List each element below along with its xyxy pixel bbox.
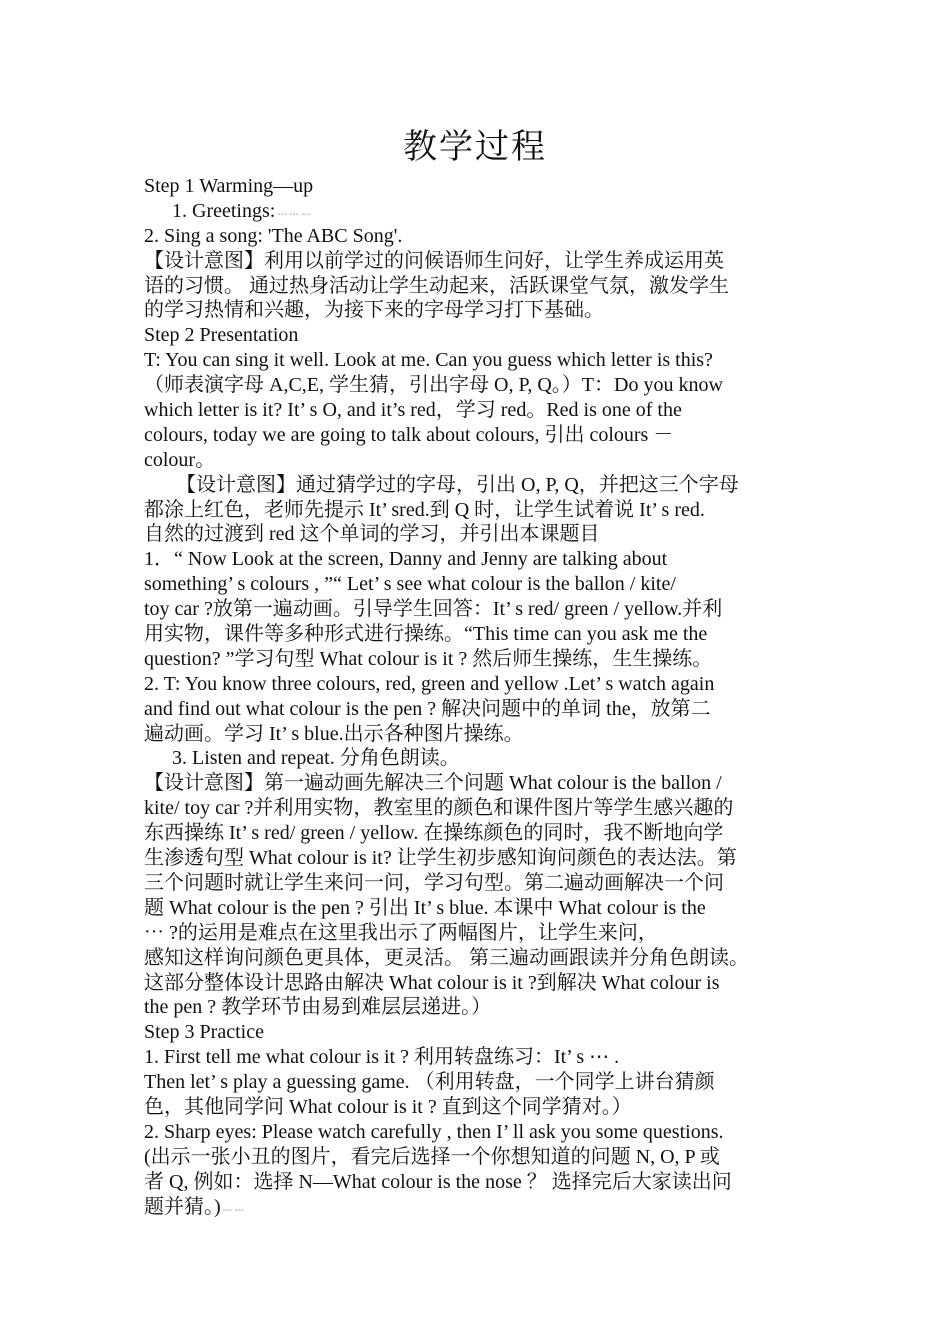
paragraph-line: the pen ? 教学环节由易到难层层递进。） (144, 996, 492, 1019)
faint-mark: ▪▪▪ ▪▪▪ (222, 1204, 245, 1215)
faint-mark: ▪▪▪ ▪▪▪ ▪▪▪ (277, 208, 311, 219)
paragraph-line: which letter is it? It’ s O, and it’s red，学习 red。Red is one of the (144, 399, 682, 422)
list-item: 2. Sharp eyes: Please watch carefully , then I’ ll ask you some questions. (144, 1120, 724, 1143)
list-item: 1. Greetings: ▪▪▪ ▪▪▪ ▪▪▪ (172, 199, 311, 222)
paragraph-line: （师表演字母 A,C,E, 学生猜，引出字母 O, P, Q。）T：Do you know (144, 374, 723, 397)
paragraph-line: 生渗透句型 What colour is it? 让学生初步感知询问颜色的表达法。第 (144, 847, 737, 870)
paragraph-line: ⋯ ?的运用是难点在这里我出示了两幅图片，让学生来问， (144, 921, 658, 944)
paragraph-line: (出示一张小丑的图片，看完后选择一个你想知道的问题 N, O, P 或 (144, 1145, 720, 1168)
list-item: 2. Sing a song: 'The ABC Song'. (144, 224, 403, 247)
paragraph-line: 都涂上红色，老师先提示 It’ sred.到 Q 时，让学生试着说 It’ s red. (144, 498, 705, 521)
paragraph-line: 自然的过渡到 red 这个单词的学习，并引出本课题目 (144, 523, 600, 546)
paragraph-line: 东西操练 It’ s red/ green / yellow. 在操练颜色的同时，我不断地向学 (144, 822, 724, 845)
paragraph-line: 感知这样询问颜色更具体，更灵活。 第三遍动画跟读并分角色朗读。 (144, 946, 749, 969)
paragraph-line: kite/ toy car ?并利用实物，教室里的颜色和课件图片等学生感兴趣的 (144, 797, 734, 820)
paragraph-line: 这部分整体设计思路由解决 What colour is it ?到解决 What colour is (144, 971, 720, 994)
paragraph-line: 遍动画。学习 It’ s blue.出示各种图片操练。 (144, 722, 524, 745)
paragraph-line: Then let’ s play a guessing game. （利用转盘，一个同学上讲台猜颜 (144, 1071, 715, 1094)
list-item: 1．“ Now Look at the screen, Danny and Jenny are talking about (144, 548, 668, 571)
paragraph-line: and find out what colour is the pen ? 解决问题中的单词 the，放第二 (144, 697, 711, 720)
list-item: 1. First tell me what colour is it ? 利用转盘练习：It’ s ⋯ . (144, 1046, 620, 1069)
step-heading: Step 3 Practice (144, 1021, 264, 1044)
document-body (144, 174, 808, 1219)
paragraph-line: colours, today we are going to talk about colours, 引出 colours － (144, 423, 674, 446)
paragraph-line: 【设计意图】利用以前学过的问候语师生问好，让学生养成运用英 (144, 249, 724, 272)
paragraph-line: colour。 (144, 448, 216, 471)
paragraph-line: 的学习热情和兴趣，为接下来的字母学习打下基础。 (144, 299, 604, 322)
paragraph-line: T: You can sing it well. Look at me. Can you guess which letter is this? (144, 349, 713, 372)
page-title: 教学过程 (403, 129, 547, 166)
step-heading: Step 2 Presentation (144, 324, 299, 347)
paragraph-line: 者 Q, 例如：选择 N—What colour is the nose ？ 选择完后大家读出问 (144, 1170, 732, 1193)
paragraph-line: question? ”学习句型 What colour is it ? 然后师生操练，生生操练。 (144, 647, 713, 670)
paragraph-line: 题 What colour is the pen ? 引出 It’ s blue. 本课中 What colour is the (144, 896, 706, 919)
paragraph-line: 语的习惯。 通过热身活动让学生动起来，活跃课堂气氛，激发学生 (144, 274, 729, 297)
paragraph-line: 【设计意图】第一遍动画先解决三个问题 What colour is the ballon / (144, 772, 722, 795)
list-item: 2. T: You know three colours, red, green and yellow .Let’ s watch again (144, 672, 715, 695)
paragraph-line: toy car ?放第一遍动画。引导学生回答：It’ s red/ green / yellow.并利 (144, 598, 723, 621)
list-item: 3. Listen and repeat. 分角色朗读。 (172, 747, 460, 770)
paragraph-line: 用实物，课件等多种形式进行操练。“This time can you ask me the (144, 623, 708, 646)
step-heading: Step 1 Warming—up (144, 175, 314, 197)
paragraph-line: something’ s colours , ”“ Let’ s see what colour is the ballon / kite/ (144, 573, 676, 596)
paragraph-line: 色，其他同学问 What colour is it ? 直到这个同学猜对。） (144, 1095, 632, 1118)
paragraph-line: 【设计意图】通过猜学过的字母，引出 O, P, Q，并把这三个字母 (176, 473, 739, 496)
paragraph-line: 三个问题时就让学生来问一问，学习句型。第二遍动画解决一个问 (144, 871, 724, 894)
paragraph-line: 题并猜。) ▪▪▪ ▪▪▪ (144, 1195, 245, 1218)
